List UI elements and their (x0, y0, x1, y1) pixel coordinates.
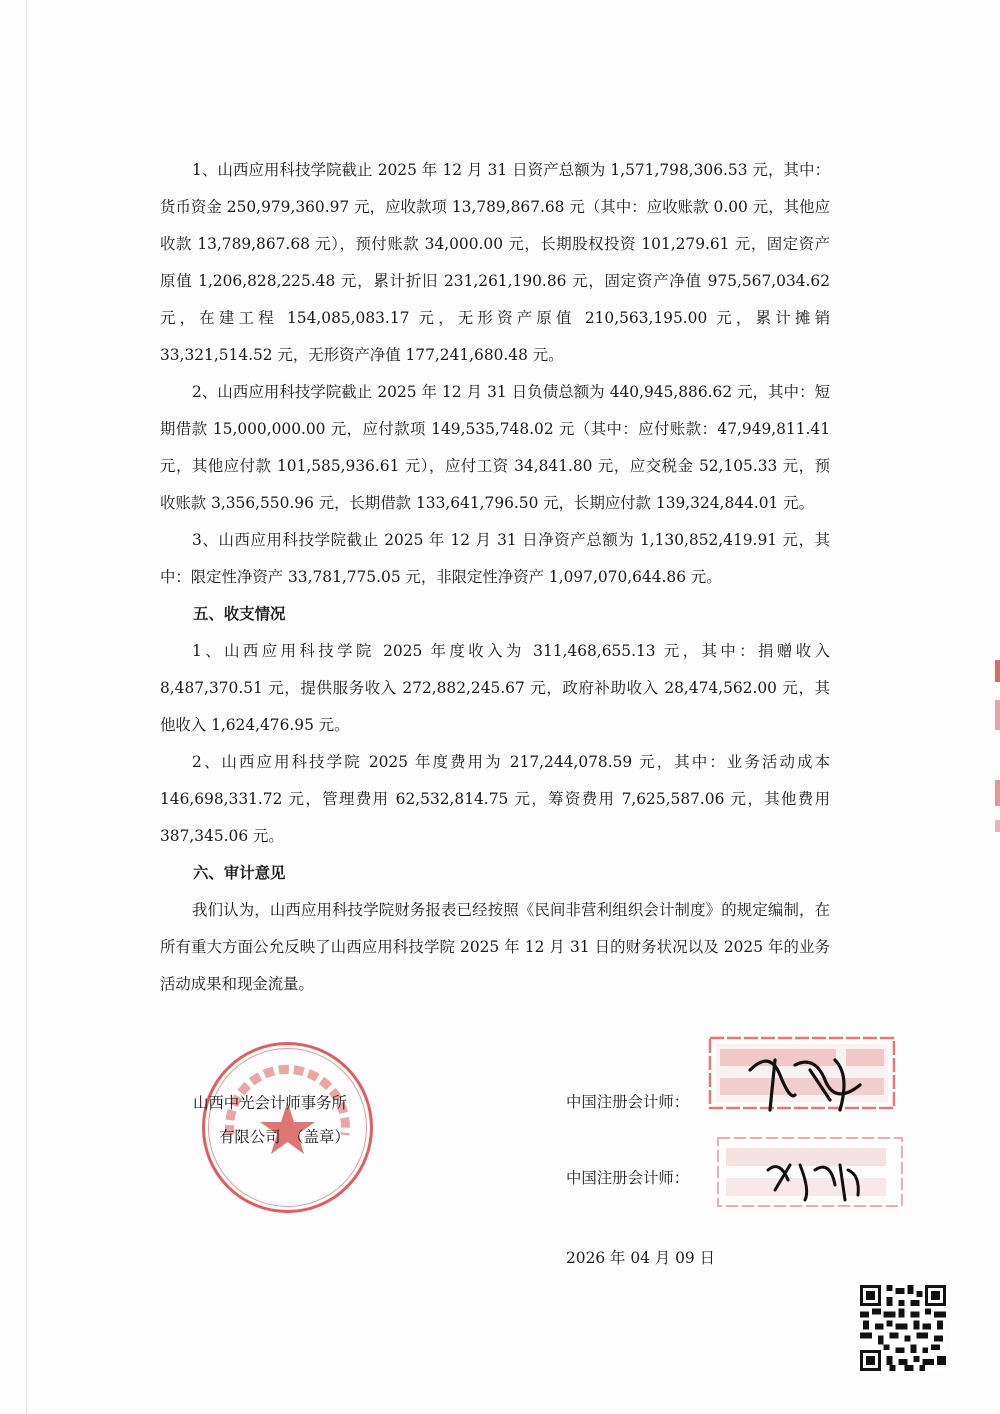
cpa-signature-2 (760, 1150, 870, 1210)
report-date: 2026 年 04 月 09 日 (566, 1249, 715, 1267)
edge-seal-mark (995, 700, 1000, 730)
qr-code-icon (860, 1285, 946, 1371)
cpa-label-1: 中国注册会计师： (566, 1093, 690, 1111)
edge-seal-mark (995, 820, 1000, 832)
asset-paragraph: 1、山西应用科技学院截止 2025 年 12 月 31 日资产总额为 1,571,798,306.53 元，其中：货币资金 250,979,360.97 元，应收款项 13,789,867.68 元（其中：应收账款 0.00 元，其他应收款 13,789,867.68 元），预付账款 34,000.00 元，长期股权投资 101,279.61 元，固定资产原值 1,206,828,225.48 元，累计折旧 231,261,190.86 元，固定资产净值 975,567,034.62 元，在建工程 154,085,083.17 元，无形资产原值 210,563,195.00 元，累计摊销 33,321,514.52 元，无形资产净值 177,241,680.48 元。 (160, 161, 830, 364)
edge-seal-mark (995, 660, 1000, 682)
cpa-signature-1 (740, 1040, 870, 1120)
scan-edge-line (26, 0, 27, 1414)
net-asset-paragraph: 3、山西应用科技学院截止 2025 年 12 月 31 日净资产总额为 1,130,852,419.91 元，其中：限定性净资产 33,781,775.05 元，非限定性净资产 1,097,070,644.86 元。 (160, 531, 830, 586)
firm-name-line1: 山西中光会计师事务所 (193, 1094, 347, 1112)
expense-paragraph: 2、山西应用科技学院 2025 年度费用为 217,244,078.59 元，其中：业务活动成本 146,698,331.72 元，管理费用 62,532,814.75 元，筹资费用 7,625,587.06 元，其他费用 387,345.06 元。 (160, 753, 830, 845)
cpa-label-2: 中国注册会计师： (566, 1169, 690, 1187)
section-heading-audit-opinion: 六、审计意见 (193, 864, 286, 882)
audit-opinion-paragraph: 我们认为，山西应用科技学院财务报表已经按照《民间非营利组织会计制度》的规定编制，在所有重大方面公允反映了山西应用科技学院 2025 年 12 月 31 日的财务状况以及 2025 年的业务活动成果和现金流量。 (160, 901, 830, 993)
firm-signature-block (193, 1086, 413, 1154)
liability-paragraph: 2、山西应用科技学院截止 2025 年 12 月 31 日负债总额为 440,945,886.62 元，其中：短期借款 15,000,000.00 元，应付款项 149,535,748.02 元（其中：应付账款：47,949,811.41 元，其他应付款 101,585,936.61 元），应付工资 34,841.80 元，应交税金 52,105.33 元，预收账款 3,356,550.96 元，长期借款 133,641,796.50 元，长期应付款 139,324,844.01 元。 (160, 383, 830, 512)
income-paragraph: 1、山西应用科技学院 2025 年度收入为 311,468,655.13 元，其中：捐赠收入 8,487,370.51 元，提供服务收入 272,882,245.67 元，政府补助收入 28,474,562.00 元，其他收入 1,624,476.95 元。 (160, 642, 830, 734)
edge-seal-mark (995, 780, 1000, 806)
section-heading-income-expense: 五、收支情况 (193, 605, 286, 623)
firm-name-line2: 有限公司 （盖章） (219, 1128, 350, 1146)
report-body (160, 152, 830, 1003)
